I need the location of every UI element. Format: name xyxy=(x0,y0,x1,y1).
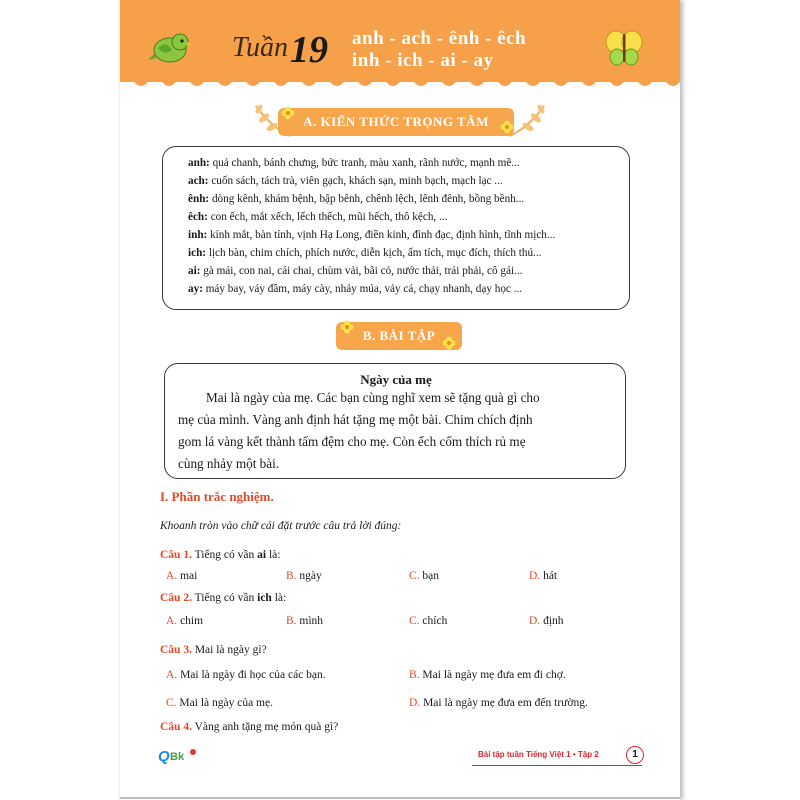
q3-option-c[interactable] xyxy=(166,697,273,709)
butterfly-icon xyxy=(604,28,644,68)
option-text: Mai là ngày mẹ đưa em đi chợ. xyxy=(419,669,566,681)
story-line: mẹ của mình. Vàng anh định hát tặng mẹ một bài. Chim chích định xyxy=(178,412,533,427)
option-text: hát xyxy=(540,570,558,582)
question-text: Tiếng có vần xyxy=(191,549,258,561)
page-bottom-edge xyxy=(120,797,680,799)
q3-option-b[interactable] xyxy=(409,669,566,681)
question-text-end: là: xyxy=(271,592,287,604)
vowel-item-ich xyxy=(188,247,541,259)
flower-icon xyxy=(340,320,354,334)
question-3 xyxy=(160,644,267,656)
option-letter: A. xyxy=(166,570,178,582)
option-text: ngày xyxy=(296,570,322,582)
vowel-item-inh xyxy=(188,229,555,241)
question-4 xyxy=(160,721,338,733)
question-text: Vàng anh tặng mẹ món quà gì? xyxy=(191,721,339,733)
option-text: định xyxy=(540,615,564,627)
question-2 xyxy=(160,592,286,604)
vowel-examples: dòng kênh, khám bệnh, bập bênh, chênh lệch, lênh đênh, bồng bềnh... xyxy=(209,193,525,205)
vowels-line-2: inh - ich - ai - ay xyxy=(352,50,494,71)
instruction: Khoanh tròn vào chữ cái đặt trước câu trả lời đúng: xyxy=(160,520,402,532)
option-text: Mai là ngày đi học của các bạn. xyxy=(177,669,326,681)
banner-wave xyxy=(120,74,680,90)
question-vowel: ai xyxy=(257,549,267,561)
option-text: mình xyxy=(296,615,324,627)
vowel-examples: gà mái, con nai, cái chai, chùm vải, bãi cỏ, nước thải, trái phải, cô gái... xyxy=(200,265,523,277)
vowel-examples: lịch bàn, chim chích, phích nước, diễn kịch, ấm tích, mục đích, thích thú... xyxy=(206,247,542,259)
option-letter: B. xyxy=(286,615,297,627)
vowel-examples: quả chanh, bánh chưng, bức tranh, màu xanh, rãnh nước, mạnh mẽ... xyxy=(209,157,520,169)
q1-option-b[interactable] xyxy=(286,570,322,582)
q1-option-c[interactable] xyxy=(409,570,439,582)
vowel-key: anh: xyxy=(188,157,210,169)
week-label: Tuần xyxy=(232,32,289,63)
question-label: Câu 3. xyxy=(160,644,192,656)
q1-option-a[interactable] xyxy=(166,570,197,582)
logo-q: Q xyxy=(158,748,170,765)
question-label: Câu 2. xyxy=(160,592,192,604)
option-letter: C. xyxy=(409,615,420,627)
vowel-key: ay: xyxy=(188,283,203,295)
question-text: Mai là ngày gì? xyxy=(191,644,267,656)
vowel-item-ach xyxy=(188,175,503,187)
q2-option-a[interactable] xyxy=(166,615,203,627)
week-number: 19 xyxy=(290,29,328,71)
option-letter: D. xyxy=(529,570,541,582)
option-text: mai xyxy=(177,570,198,582)
vowel-examples: kính mắt, bàn tính, vịnh Hạ Long, điền kinh, đình đạc, định hình, tĩnh mịch... xyxy=(207,229,556,241)
vowel-key: ach: xyxy=(188,175,209,187)
q1-option-d[interactable] xyxy=(529,570,557,582)
question-vowel: ich xyxy=(257,592,272,604)
q2-option-c[interactable] xyxy=(409,615,447,627)
q2-option-d[interactable] xyxy=(529,615,564,627)
flower-icon xyxy=(442,336,456,350)
story-line: gom lá vàng kết thành tấm đệm cho mẹ. Còn ếch cốm thích rủ mẹ xyxy=(178,434,526,449)
vowel-item-ay xyxy=(188,283,522,295)
vowel-key: ênh: xyxy=(188,193,210,205)
option-letter: D. xyxy=(409,697,421,709)
q3-option-d[interactable] xyxy=(409,697,588,709)
flower-icon xyxy=(500,120,514,134)
question-text-end: là: xyxy=(266,549,281,561)
vowel-key: êch: xyxy=(188,211,208,223)
vowel-examples: máy bay, váy đầm, máy cày, nhảy múa, vảy cá, chạy nhanh, dạy học ... xyxy=(202,283,523,295)
section-a-title: A. KIẾN THỨC TRỌNG TÂM xyxy=(278,108,514,136)
q2-option-b[interactable] xyxy=(286,615,323,627)
vowel-item-ech xyxy=(188,211,447,223)
option-text: chim xyxy=(177,615,204,627)
story-line: Mai là ngày của mẹ. Các bạn cùng nghĩ xem sẽ tặng quà gì cho xyxy=(206,390,540,405)
option-text: bạn xyxy=(419,570,440,582)
bird-icon xyxy=(146,30,192,66)
vowels-line-1: anh - ach - ênh - êch xyxy=(352,28,527,49)
vowel-item-anh xyxy=(188,157,520,169)
option-letter: D. xyxy=(529,615,541,627)
story-title: Ngày của mẹ xyxy=(360,372,432,387)
option-letter: B. xyxy=(409,669,420,681)
publisher-logo xyxy=(158,744,200,766)
vowel-item-enh xyxy=(188,193,524,205)
option-letter: C. xyxy=(409,570,420,582)
option-text: Mai là ngày của mẹ. xyxy=(176,697,273,709)
vowel-key: ich: xyxy=(188,247,207,259)
question-text: Tiếng có vần xyxy=(191,592,258,604)
option-letter: A. xyxy=(166,669,178,681)
question-label: Câu 4. xyxy=(160,721,192,733)
flower-icon xyxy=(281,106,295,120)
logo-rest: Bk xyxy=(170,751,185,763)
question-1 xyxy=(160,549,280,561)
q3-option-a[interactable] xyxy=(166,669,326,681)
option-letter: C. xyxy=(166,697,177,709)
footer-rule xyxy=(472,765,642,766)
option-letter: A. xyxy=(166,615,178,627)
part-title: I. Phần trắc nghiệm. xyxy=(160,489,274,504)
option-text: chích xyxy=(419,615,448,627)
option-text: Mai là ngày mẹ đưa em đến trường. xyxy=(420,697,588,709)
page-number: 1 xyxy=(626,746,644,764)
vowel-key: inh: xyxy=(188,229,208,241)
section-b-title: B. BÀI TẬP xyxy=(336,322,462,350)
vowel-examples: cuốn sách, tách trà, viên gạch, khách sạn, minh bạch, mạch lạc ... xyxy=(208,175,503,187)
vowel-key: ai: xyxy=(188,265,201,277)
vowel-examples: con ếch, mắt xếch, lếch thếch, mũi hếch, thô kệch, ... xyxy=(207,211,448,223)
vowel-item-ai xyxy=(188,265,522,277)
book-title: Bài tập tuần Tiếng Việt 1 • Tập 2 xyxy=(478,750,599,759)
option-letter: B. xyxy=(286,570,297,582)
story-line: cùng nhảy một bài. xyxy=(178,456,280,471)
question-label: Câu 1. xyxy=(160,549,192,561)
